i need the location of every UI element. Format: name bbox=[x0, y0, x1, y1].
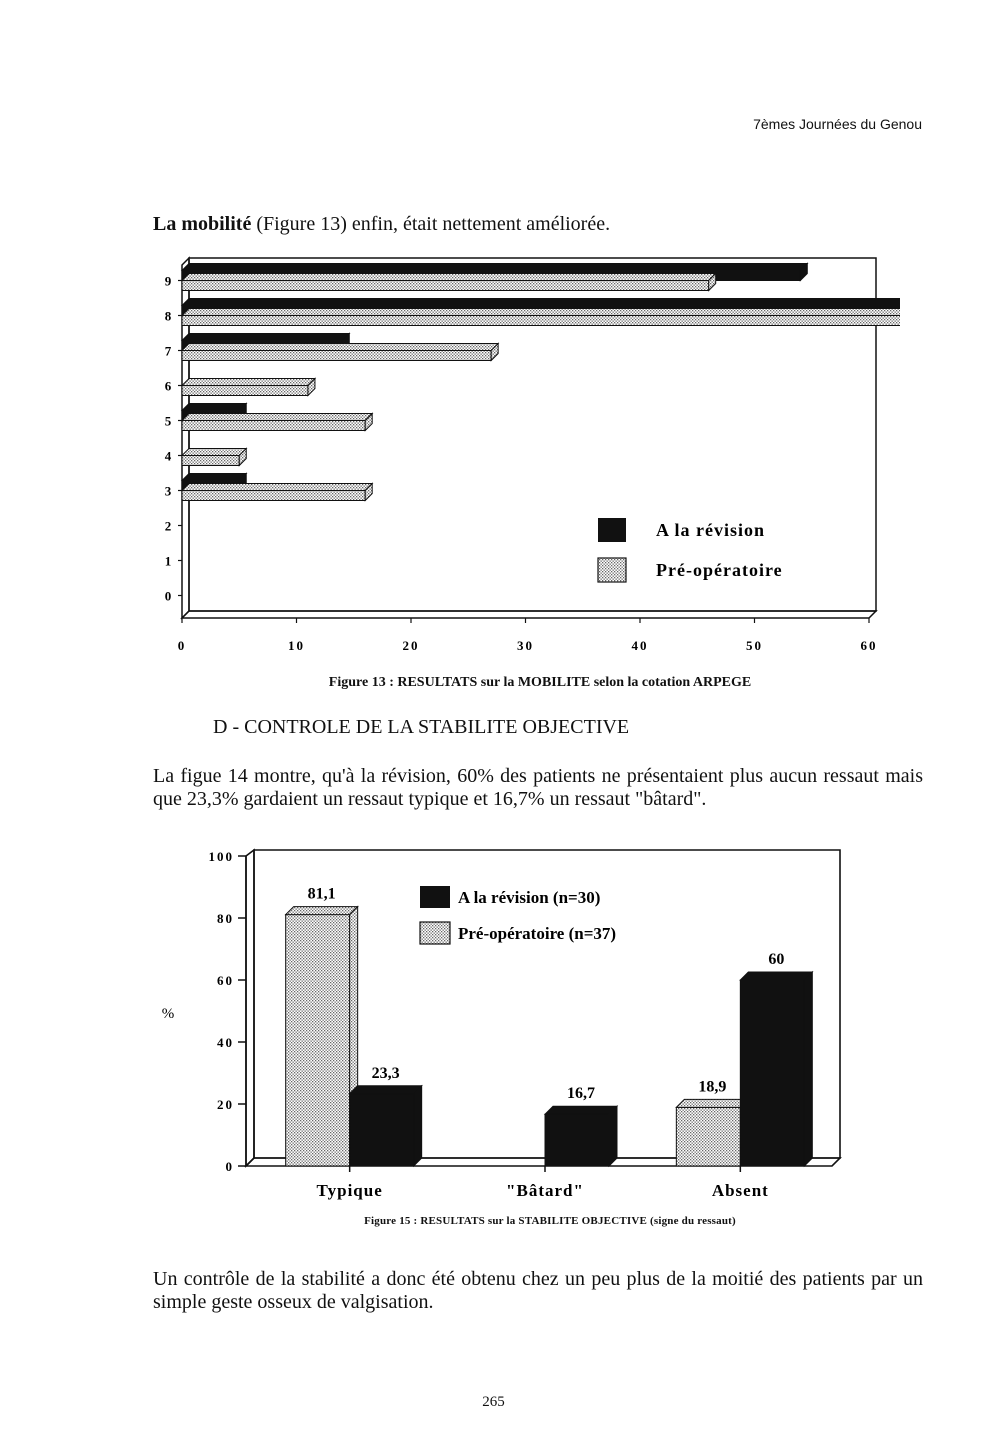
figure-15-bar-revision-top bbox=[740, 972, 812, 980]
figure-13-bar-preop-face bbox=[182, 316, 900, 326]
figure-13-x-tick-label: 40 bbox=[631, 638, 649, 653]
figure-15-legend-swatch-revision bbox=[420, 886, 450, 908]
figure-13-bar-preop bbox=[182, 449, 246, 466]
figure-13-y-tick-label: 0 bbox=[164, 588, 172, 604]
figure-13-bar-preop-top bbox=[182, 344, 498, 351]
figure-13-bar-preop-top bbox=[182, 449, 246, 456]
figure-13-x-tick-label: 10 bbox=[288, 638, 305, 653]
figure-15-legend-swatch-preop bbox=[420, 922, 450, 944]
figure-13-bar-preop-face bbox=[182, 456, 239, 466]
figure-15-bar-revision-side bbox=[804, 972, 812, 1166]
figure-13-y-tick-label: 5 bbox=[164, 413, 172, 429]
figure-15-caption: Figure 15 : RESULTATS sur la STABILITE OBJECTIVE (signe du ressaut) bbox=[364, 1215, 736, 1227]
figure-13-y-tick-label: 6 bbox=[164, 378, 172, 394]
paragraph-1: La figue 14 montre, qu'à la révision, 60% des patients ne présentaient plus aucun ressaut mais que 23,3% gardaient un ressaut typique et 16,7% un ressaut "bâtard". bbox=[153, 765, 923, 810]
figure-15-bar-revision-face bbox=[350, 1094, 414, 1166]
figure-13-bar-revision-top bbox=[182, 264, 807, 271]
figure-13-bar-preop-top bbox=[182, 309, 900, 316]
figure-15-bar-preop-value-label: 18,9 bbox=[698, 1078, 727, 1096]
figure-15-bar-revision-value-label: 60 bbox=[768, 951, 785, 968]
figure-13-bar-preop bbox=[182, 379, 315, 396]
paragraph-2: Un contrôle de la stabilité a donc été obtenu chez un peu plus de la moitié des patients par un simple geste osseux de valgisation. bbox=[153, 1268, 923, 1313]
figure-13-legend-label-revision: A la révision bbox=[656, 520, 766, 540]
figure-15-x-tick-label: Absent bbox=[711, 1181, 769, 1200]
figure-13-bar-revision-top bbox=[182, 404, 246, 411]
figure-15-y-tick-label: 80 bbox=[217, 911, 234, 926]
figure-15-y-tick-label: 100 bbox=[208, 849, 234, 864]
figure-15-bar-revision bbox=[350, 1086, 422, 1166]
figure-13-bar-preop-face bbox=[182, 386, 308, 396]
figure-15-bar-preop-top bbox=[676, 1099, 748, 1107]
figure-13-bar-preop-face bbox=[182, 351, 491, 361]
figure-15-x-tick-label: "Bâtard" bbox=[506, 1181, 584, 1200]
figure-15-legend-label-revision: A la révision (n=30) bbox=[458, 888, 601, 907]
figure-15-legend-label-preop: Pré-opératoire (n=37) bbox=[458, 924, 617, 943]
figure-15-bar-revision bbox=[545, 1106, 617, 1166]
figure-15-bar-revision-side bbox=[414, 1086, 422, 1166]
figure-13-y-tick-label: 3 bbox=[164, 483, 172, 499]
intro-rest: (Figure 13) enfin, était nettement améliorée. bbox=[251, 213, 611, 235]
figure-15-bar-preop-face bbox=[286, 915, 350, 1166]
figure-15-bar-preop bbox=[286, 907, 358, 1166]
figure-15-bar-revision-side bbox=[609, 1106, 617, 1166]
figure-15-x-tick-label: Typique bbox=[316, 1181, 383, 1200]
figure-13-bar-preop-top bbox=[182, 414, 372, 421]
figure-13-bar-preop bbox=[182, 274, 716, 291]
figure-13-bar-preop-face bbox=[182, 421, 365, 431]
figure-13-legend-label-preop: Pré-opératoire bbox=[656, 560, 783, 580]
figure-13-bar-revision-top bbox=[182, 334, 349, 341]
figure-13-bar-preop-face bbox=[182, 281, 709, 291]
section-heading: D - CONTROLE DE LA STABILITE OBJECTIVE bbox=[213, 716, 630, 738]
figure-15-y-tick-label: 20 bbox=[217, 1097, 234, 1112]
figure-15-chart bbox=[150, 838, 860, 1208]
figure-13-x-tick-label: 30 bbox=[517, 638, 534, 653]
figure-15-bar-preop-face bbox=[676, 1107, 740, 1166]
figure-13-bar-revision-top bbox=[182, 474, 246, 481]
figure-13-y-tick-label: 7 bbox=[164, 343, 172, 359]
figure-13-bar-preop bbox=[182, 484, 372, 501]
figure-15-bar-preop bbox=[676, 1099, 748, 1166]
figure-15-y-axis-label: % bbox=[161, 1006, 175, 1022]
figure-15-bar-revision-top bbox=[545, 1106, 617, 1114]
figure-15-bar-revision-top bbox=[350, 1086, 422, 1094]
figure-13-bar-preop bbox=[182, 414, 372, 431]
figure-13-caption: Figure 13 : RESULTATS sur la MOBILITE selon la cotation ARPEGE bbox=[328, 675, 752, 690]
figure-13-bar-preop-top bbox=[182, 274, 716, 281]
figure-13-y-tick-label: 9 bbox=[164, 273, 172, 289]
figure-13-bar-preop-top bbox=[182, 379, 315, 386]
figure-15-bar-revision-value-label: 16,7 bbox=[567, 1085, 595, 1103]
figure-15-bar-revision-face bbox=[740, 980, 804, 1166]
figure-13-x-tick-label: 50 bbox=[746, 638, 763, 653]
page-number: 265 bbox=[482, 1394, 505, 1410]
figure-13-legend-swatch-preop bbox=[598, 558, 626, 582]
figure-15-bar-revision-value-label: 23,3 bbox=[371, 1064, 400, 1082]
figure-13-y-tick-label: 1 bbox=[164, 553, 172, 569]
figure-15-bar-preop-value-label: 81,1 bbox=[307, 885, 336, 903]
figure-15-bar-preop-top bbox=[286, 907, 358, 915]
figure-13-legend-swatch-revision bbox=[598, 518, 626, 542]
figure-13-chart bbox=[140, 250, 900, 660]
figure-13-bar-preop bbox=[182, 344, 498, 361]
figure-13-y-tick-label: 2 bbox=[164, 518, 172, 534]
figure-13-bar-preop-face bbox=[182, 491, 365, 501]
figure-13-bar-revision-top bbox=[182, 299, 900, 306]
figure-15-left-wall bbox=[246, 850, 254, 1166]
figure-13-x-tick-label: 20 bbox=[402, 638, 420, 653]
intro-sentence bbox=[153, 213, 933, 236]
figure-15-y-tick-label: 60 bbox=[217, 973, 234, 988]
figure-13-x-tick-label: 0 bbox=[177, 638, 187, 653]
figure-15-y-tick-label: 0 bbox=[225, 1159, 234, 1174]
figure-13-y-tick-label: 4 bbox=[164, 448, 172, 464]
figure-13-bar-preop-top bbox=[182, 484, 372, 491]
figure-13-x-tick-label: 60 bbox=[860, 638, 878, 653]
figure-15-bar-revision-face bbox=[545, 1114, 609, 1166]
intro-bold: La mobilité bbox=[153, 213, 252, 235]
figure-13-y-tick-label: 8 bbox=[164, 308, 172, 324]
running-header: 7èmes Journées du Genou bbox=[753, 116, 922, 132]
figure-13-bar-preop bbox=[182, 309, 900, 326]
figure-15-bar-revision bbox=[740, 972, 812, 1166]
figure-15-y-tick-label: 40 bbox=[217, 1035, 234, 1050]
figure-13-floor bbox=[182, 611, 876, 618]
